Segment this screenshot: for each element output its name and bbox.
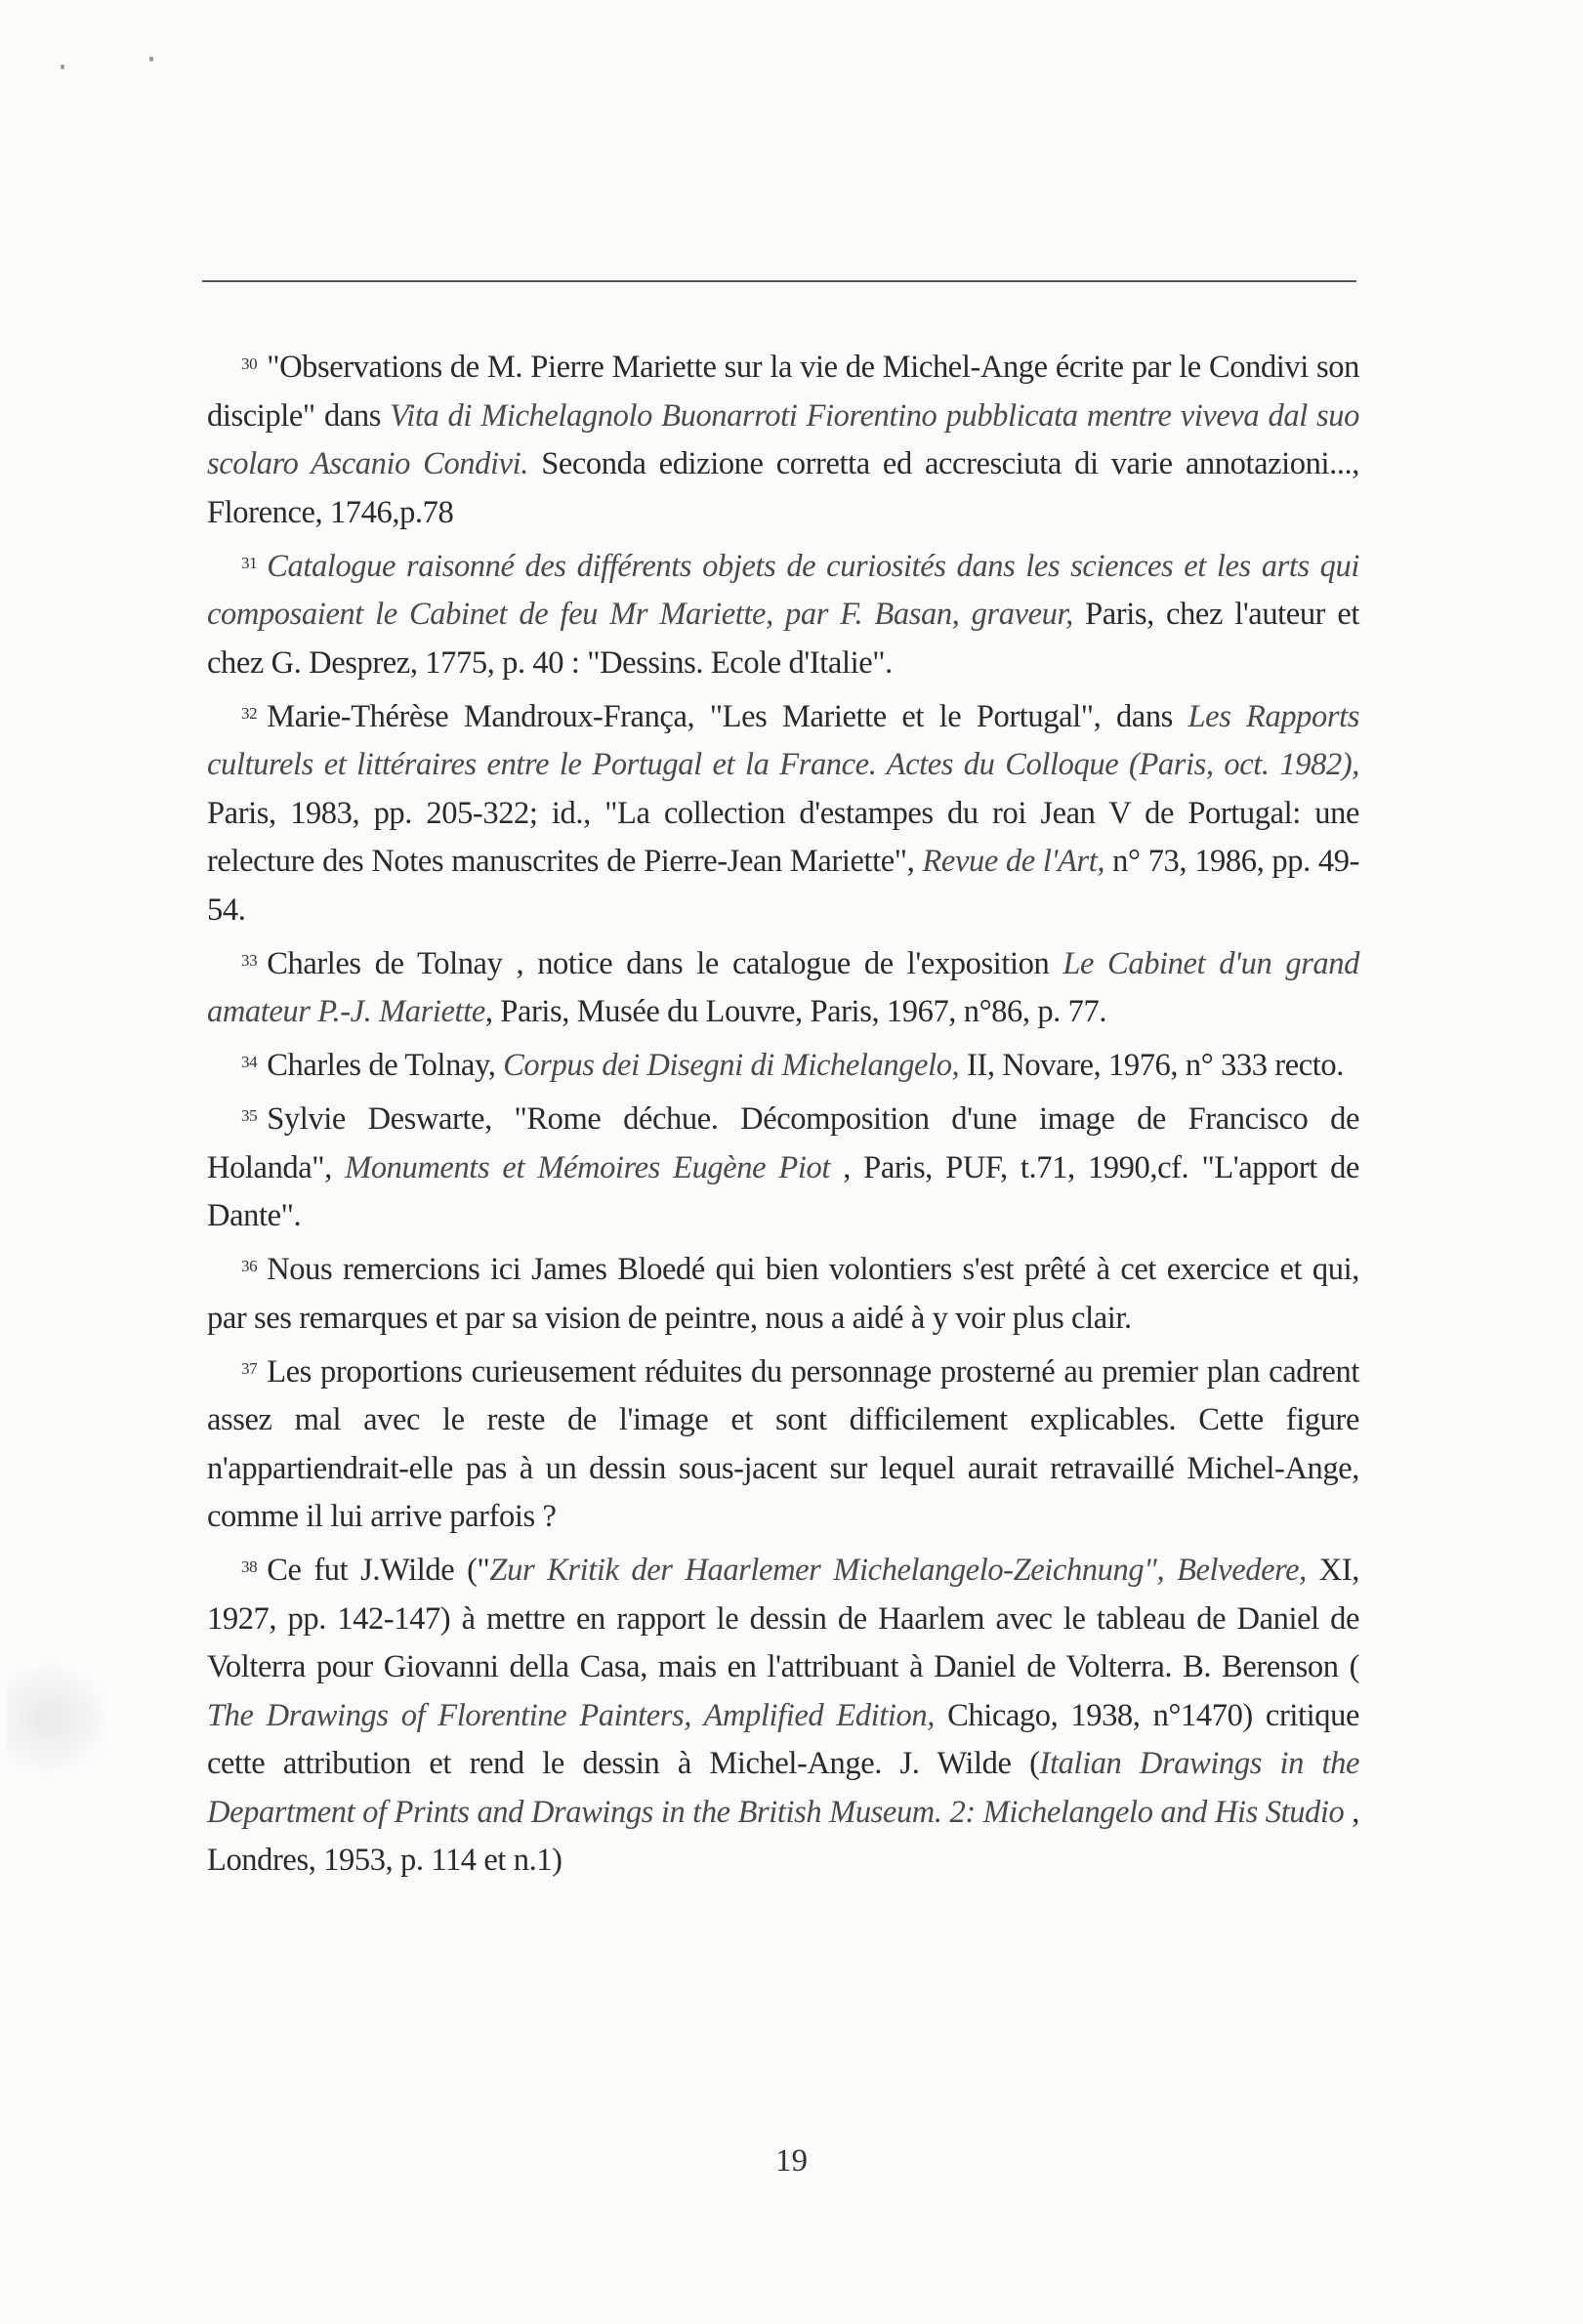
footnote-32 <box>207 689 1359 935</box>
footnote-text: , Paris, Musée du Louvre, Paris, 1967, n°86, p. 77. <box>484 994 1107 1029</box>
footnote-title: The Drawings of Florentine Painters, Amplified Edition, <box>207 1697 935 1733</box>
footnote-title: Zur Kritik der Haarlemer Michelangelo-Zeichnung", Belvedere, <box>489 1553 1307 1588</box>
footnote-title: Corpus dei Disegni di Michelangelo, <box>503 1048 960 1083</box>
footnote-text: , Londres, 1953, p. 114 et n.1) <box>207 1794 1359 1878</box>
footnote-title: Les Rapports culturels et littéraires entre le Portugal et la France. Actes du Colloque (Paris, oct. 1982), <box>207 698 1359 782</box>
footnote-number: 36 <box>241 1257 258 1275</box>
footnote-text: XI, 1927, pp. 142-147) à mettre en rapport le dessin de Haarlem avec le tableau de Daniel de Volterra pour Giovanni della Casa, mais en l'attribuant à Daniel de Volterra. B. Berenson ( <box>207 1553 1359 1684</box>
paper-speck <box>61 64 64 69</box>
footnote-text: Marie-Thérèse Mandroux-França, "Les Mariette et le Portugal", dans <box>267 698 1188 734</box>
footnote-text: Ce fut J.Wilde (" <box>267 1553 490 1588</box>
footnote-38 <box>207 1543 1359 1886</box>
paper-speck <box>149 57 153 62</box>
footnote-text: II, Novare, 1976, n° 333 recto. <box>959 1048 1344 1083</box>
footnote-35 <box>207 1092 1359 1241</box>
footnote-text: Chicago, 1938, n°1470) critique cette attribution et rend le dessin à Michel-Ange. J. Wilde ( <box>207 1697 1359 1781</box>
page-number: 19 <box>775 2143 808 2179</box>
footnote-title: Monuments et Mémoires Eugène Piot <box>345 1149 830 1185</box>
footnote-37 <box>207 1345 1359 1542</box>
footnote-title: Revue de l'Art, <box>922 844 1105 879</box>
paper-smudge <box>6 1660 113 1777</box>
footnote-text: , Paris, PUF, t.71, 1990,cf. "L'apport de Dante". <box>207 1149 1359 1233</box>
footnote-31 <box>207 539 1359 688</box>
footnote-number: 32 <box>241 703 258 723</box>
footnote-title: Catalogue raisonné des différents objets de curiosités dans les sciences et les arts qui composaient le Cabinet de feu Mr Mariette, par F. Basan, graveur, <box>207 548 1359 632</box>
footnote-separator <box>202 280 1356 282</box>
footnote-text: n° 73, 1986, pp. 49-54. <box>207 844 1360 928</box>
footnote-text: Charles de Tolnay, <box>267 1048 504 1083</box>
footnote-text: "Observations de M. Pierre Mariette sur la vie de Michel-Ange écrite par le Condivi son disciple" dans <box>207 350 1359 434</box>
footnote-number: 38 <box>241 1557 258 1576</box>
footnote-title: Le Cabinet d'un grand amateur P.-J. Mariette <box>207 945 1359 1029</box>
footnotes-list <box>207 340 1359 1887</box>
footnote-34 <box>207 1038 1359 1091</box>
footnote-title: Vita di Michelagnolo Buonarroti Fiorentino pubblicata mentre viveva dal suo scolaro Ascanio Condivi. <box>207 397 1359 481</box>
footnote-number: 35 <box>241 1106 258 1125</box>
footnote-number: 30 <box>241 354 258 373</box>
footnote-text: Nous remercions ici James Bloedé qui bien volontiers s'est prêté à cet exercice et qui, par ses remarques et par sa vision de peintre, nous a aidé à y voir plus clair. <box>207 1252 1359 1336</box>
footnote-text: Seconda edizione corretta ed accresciuta di varie annotazioni..., Florence, 1746,p.78 <box>207 446 1359 530</box>
footnote-30 <box>207 340 1359 537</box>
footnote-number: 37 <box>241 1358 258 1378</box>
footnote-text: Charles de Tolnay , notice dans le catalogue de l'exposition <box>267 945 1063 981</box>
footnote-text: Paris, chez l'auteur et chez G. Desprez, 1775, p. 40 : "Dessins. Ecole d'Italie". <box>207 597 1359 681</box>
footnote-number: 33 <box>241 950 258 970</box>
footnote-number: 34 <box>241 1053 258 1071</box>
footnote-36 <box>207 1242 1359 1343</box>
footnote-number: 31 <box>241 553 258 572</box>
footnote-33 <box>207 936 1359 1037</box>
footnote-text: Les proportions curieusement réduites du personnage prosterné au premier plan cadrent assez mal avec le reste de l'image et sont difficilement explicables. Cette figure n'appartiendrait-elle pas à un dessin sous-jacent sur lequel aurait retravaillé Michel-Ange, comme il lui arrive parfois ? <box>207 1353 1359 1534</box>
footnote-text: Paris, 1983, pp. 205-322; id., "La collection d'estampes du roi Jean V de Portugal: une relecture des Notes manuscrites de Pierre-Jean Mariette", <box>207 795 1359 879</box>
footnote-text: Sylvie Deswarte, "Rome déchue. Décomposition d'une image de Francisco de Holanda", <box>207 1101 1359 1185</box>
footnote-title: Italian Drawings in the Department of Prints and Drawings in the British Museum. 2: Michelangelo and His Studio <box>207 1746 1360 1830</box>
